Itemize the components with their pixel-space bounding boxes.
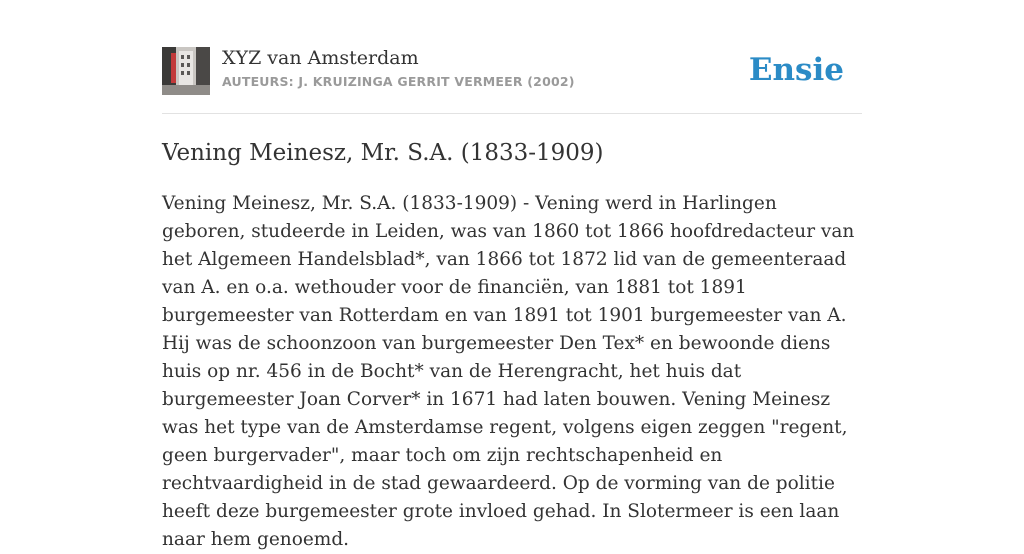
divider	[162, 113, 862, 114]
authors-line: AUTEURS: J. KRUIZINGA GERRIT VERMEER (2002)	[222, 74, 575, 89]
book-cover-thumbnail-icon[interactable]	[162, 47, 210, 95]
book-title[interactable]: XYZ van Amsterdam	[222, 47, 419, 69]
entry-body: Vening Meinesz, Mr. S.A. (1833-1909) - Vening werd in Harlingen geboren, studeerde in Leiden, was van 1860 tot 1866 hoofdredacteur van het Algemeen Handelsblad*, van 1866 tot 1872 lid van de gemeenteraad van A. en o.a. wethouder voor de financiën, van 1881 tot 1891 burgemeester van Rotterdam en van 1891 tot 1901 burgemeester van A. Hij was de schoonzoon van burgemeester Den Tex* en bewoonde diens huis op nr. 456 in de Bocht* van de Herengracht, het huis dat burgemeester Joan Corver* in 1671 had laten bouwen. Vening Meinesz was het type van de Amsterdamse regent, volgens eigen zeggen "regent, geen burgervader", maar toch om zijn rechtschapenheid en rechtvaardigheid in de stad gewaardeerd. Op de vorming van de politie heeft deze burgemeester grote invloed gehad. In Slotermeer is een laan naar hem genoemd.	[162, 193, 855, 550]
entry-title: Vening Meinesz, Mr. S.A. (1833-1909)	[162, 140, 604, 166]
brand-logo[interactable]: Ensie	[748, 52, 844, 88]
header	[162, 46, 862, 96]
